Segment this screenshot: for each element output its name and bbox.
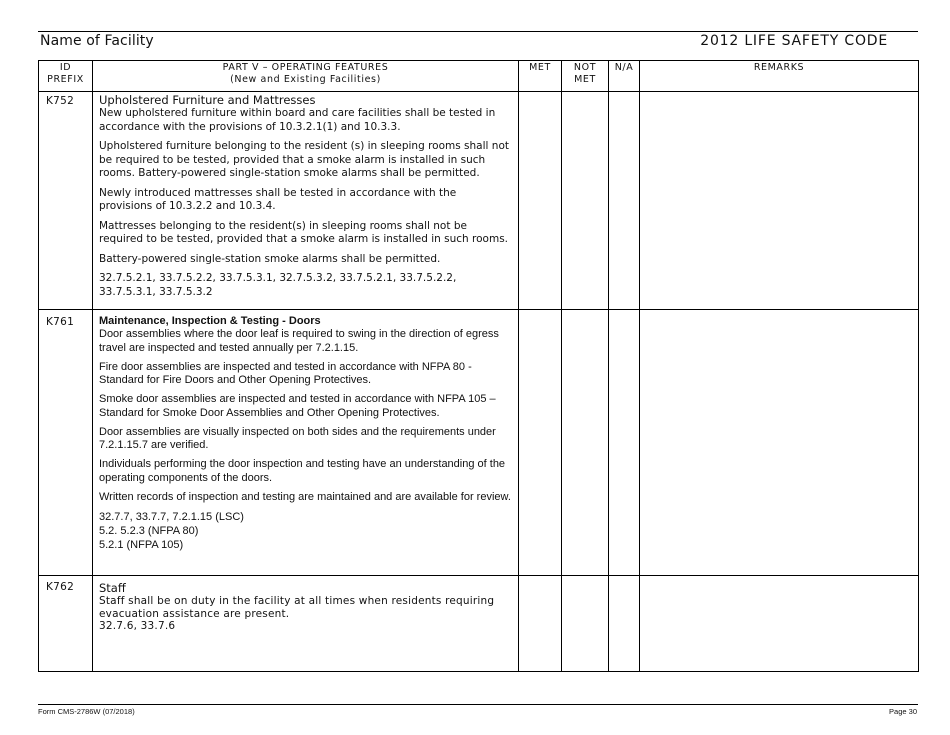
col-na-label: N/A bbox=[614, 62, 634, 73]
footer-rule bbox=[38, 704, 918, 705]
remarks-cell[interactable] bbox=[640, 310, 919, 576]
not-met-checkbox-cell[interactable] bbox=[562, 310, 609, 576]
requirement-paragraph: Upholstered furniture belonging to the resident (s) in sleeping rooms shall not be required to be tested, provided that a smoke alarm is installed in such rooms. Battery-powered single-station smoke alarms shall be permitted. bbox=[99, 140, 509, 179]
row-id: K761 bbox=[39, 310, 93, 576]
col-met-label: MET bbox=[529, 62, 551, 73]
col-operating-features bbox=[93, 61, 519, 92]
col-not-line1: NOT bbox=[573, 62, 597, 73]
remarks-cell[interactable] bbox=[640, 92, 919, 310]
requirement-paragraph: Newly introduced mattresses shall be tested in accordance with the provisions of 10.3.2.2 and 10.3.4. bbox=[99, 186, 457, 212]
table-header-row bbox=[39, 61, 919, 92]
requirement-paragraph: Mattresses belonging to the resident(s) in sleeping rooms shall not be required to be tested, provided that a smoke alarm is installed in such rooms. bbox=[99, 219, 509, 245]
requirement-title: Upholstered Furniture and Mattresses bbox=[99, 93, 316, 107]
col-remarks-label: REMARKS bbox=[753, 62, 805, 73]
row-id: K762 bbox=[39, 576, 93, 672]
operating-features-table bbox=[38, 60, 919, 672]
col-met bbox=[519, 61, 562, 92]
requirement-references: 32.7.6, 33.7.6 bbox=[99, 620, 176, 632]
requirement-title: Maintenance, Inspection & Testing - Doors bbox=[99, 315, 321, 327]
col-id-line2: PREFIX bbox=[47, 74, 84, 85]
requirement-paragraph: Door assemblies are visually inspected on both sides and the requirements under 7.2.1.15.7 are verified. bbox=[99, 425, 496, 451]
col-not-line2: MET bbox=[574, 74, 596, 85]
page-number: Page 30 bbox=[889, 707, 917, 716]
requirement-cell bbox=[93, 576, 519, 672]
reference-line: 5.2.1 (NFPA 105) bbox=[99, 538, 184, 551]
col-not-met bbox=[562, 61, 609, 92]
na-checkbox-cell[interactable] bbox=[609, 92, 640, 310]
met-checkbox-cell[interactable] bbox=[519, 92, 562, 310]
col-id-line1: ID bbox=[59, 62, 72, 73]
col-features-line1: PART V – OPERATING FEATURES bbox=[222, 62, 389, 73]
col-na bbox=[609, 61, 640, 92]
remarks-cell[interactable] bbox=[640, 576, 919, 672]
requirement-cell bbox=[93, 92, 519, 310]
requirement-paragraph: Smoke door assemblies are inspected and tested in accordance with NFPA 105 – Standard for Smoke Door Assemblies and Other Opening Protectives. bbox=[99, 393, 496, 419]
requirement-references: 32.7.5.2.1, 33.7.5.2.2, 33.7.5.3.1, 32.7.5.3.2, 33.7.5.2.1, 33.7.5.2.2, 33.7.5.3.1, 33.7.5.3.2 bbox=[99, 272, 457, 298]
row-id: K752 bbox=[39, 92, 93, 310]
header-rule bbox=[38, 31, 918, 32]
requirement-paragraph: Staff shall be on duty in the facility at all times when residents requiring evacuation assistance are present. bbox=[99, 595, 495, 620]
reference-line: 5.2. 5.2.3 (NFPA 80) bbox=[99, 524, 199, 537]
requirement-paragraph: Written records of inspection and testing are maintained and are available for review. bbox=[99, 490, 511, 503]
col-id-prefix bbox=[39, 61, 93, 92]
requirement-cell bbox=[93, 310, 519, 576]
col-features-line2: (New and Existing Facilities) bbox=[230, 74, 381, 85]
table-row bbox=[39, 310, 919, 576]
facility-name-label: Name of Facility bbox=[40, 33, 154, 49]
requirement-paragraph: Door assemblies where the door leaf is required to swing in the direction of egress travel are inspected and tested annually per 7.2.1.15. bbox=[99, 328, 499, 354]
col-remarks bbox=[640, 61, 919, 92]
met-checkbox-cell[interactable] bbox=[519, 576, 562, 672]
table-row bbox=[39, 92, 919, 310]
code-title: 2012 LIFE SAFETY CODE bbox=[700, 33, 888, 49]
requirement-paragraph: Battery-powered single-station smoke alarms shall be permitted. bbox=[99, 252, 441, 265]
requirement-paragraph: Fire door assemblies are inspected and tested in accordance with NFPA 80 - Standard for Fire Doors and Other Opening Protectives. bbox=[99, 360, 472, 386]
na-checkbox-cell[interactable] bbox=[609, 576, 640, 672]
requirement-paragraph: New upholstered furniture within board and care facilities shall be tested in accordance with the provisions of 10.3.2.1(1) and 10.3.3. bbox=[99, 107, 496, 133]
not-met-checkbox-cell[interactable] bbox=[562, 576, 609, 672]
met-checkbox-cell[interactable] bbox=[519, 310, 562, 576]
not-met-checkbox-cell[interactable] bbox=[562, 92, 609, 310]
requirement-title: Staff bbox=[99, 581, 126, 595]
table-row bbox=[39, 576, 919, 672]
requirement-paragraph: Individuals performing the door inspection and testing have an understanding of the operating components of the doors. bbox=[99, 458, 506, 484]
reference-line: 32.7.7, 33.7.7, 7.2.1.15 (LSC) bbox=[99, 510, 244, 523]
na-checkbox-cell[interactable] bbox=[609, 310, 640, 576]
form-id: Form CMS-2786W (07/2018) bbox=[38, 707, 135, 716]
requirement-references bbox=[99, 510, 512, 552]
